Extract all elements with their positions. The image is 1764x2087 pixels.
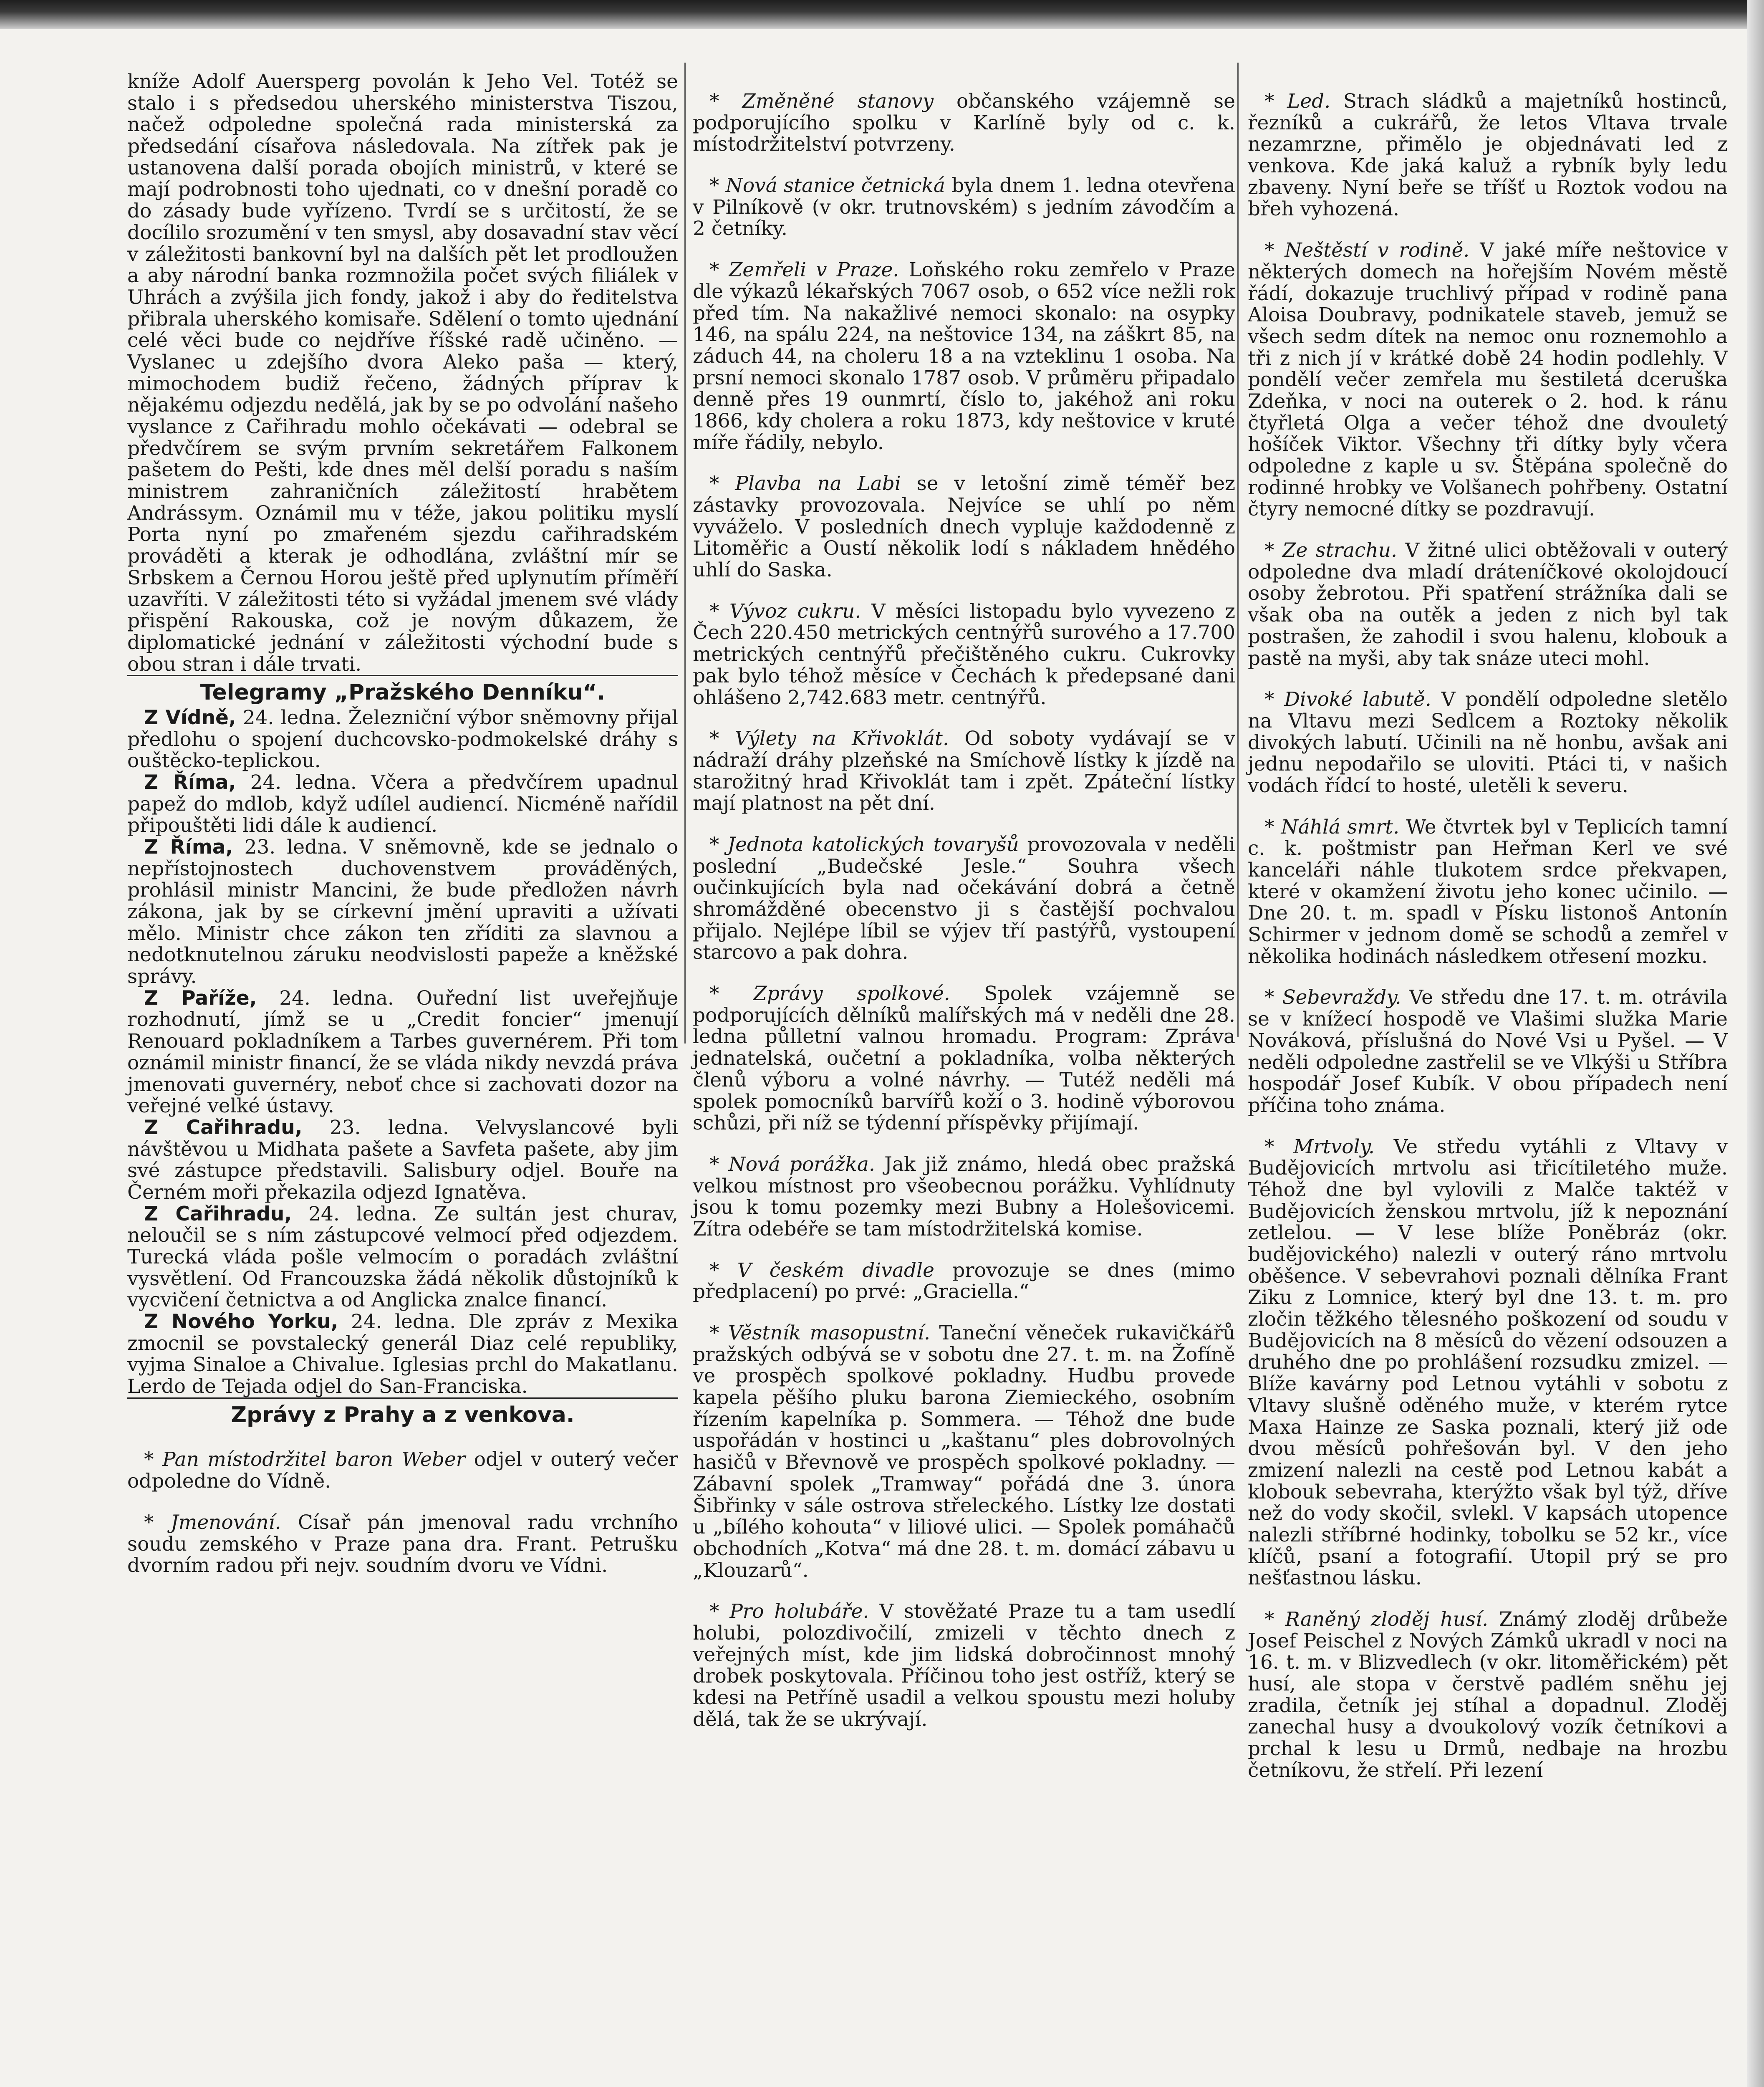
news-item-text: se v letošní zimě téměř bez zástavky provozovala. Nejvíce se uhlí po něm vyváželo. V posledních dnech vypluje každodenně z Litoměřic a Oustí několik lodí s nákladem hnědého uhlí do Saska. xyxy=(693,472,1235,582)
news-item: * Sebevraždy. Ve středu dne 17. t. m. otrávila se v knížecí hospodě ve Vlašimi služka Marie Nováková, příslušná do Nové Vsi u Pyšel. — V neděli odpoledne zastřelil se ve Vlkýši u Stříbra hospodář Josef Kubík. V obou případech není příčina toho známa. xyxy=(1248,986,1728,1117)
news-item-title: Mrtvoly. xyxy=(1293,1135,1375,1158)
news-item: * Nová porážka. Jak již známo, hledá obec pražská velkou místnost pro všeobecnou porážku. Vyhlídnuty jsou k tomu pozemky mezi Bubny a Holešovicemi. Zítra odebéře se tam místodržitelská komise. xyxy=(693,1152,1236,1241)
news-item: * Neštěstí v rodině. V jaké míře neštovice v některých domech na hořejším Novém městě řádí, dokazuje truchlivý případ v rodině pana Aloisa Doubravy, podnikatele staveb, jemuž se všech sedm dítek na nemoc onu roznemohlo a tři z nich jí v krátké době 24 hodin podlehly. V pondělí večer zemřela mu šestiletá dceruška Zdeňka, v noci na outerek o 2. hod. k ránu čtyřletá Olga a večer téhož dne dvouletý hošíček Viktor. Všechny tři dítky byly včera odpoledne z kaple u sv. Štěpána společně do rodinné hrobky ve Volšanech pohřbeny. Ostatní čtyry nemocné dítky se pozdravují. xyxy=(1248,239,1728,521)
telegram-text: 24. ledna. Železniční výbor sněmovny přijal předlohu o spojení duchcovsko-podmokelské dráhy s ouštěcko-teplickou. xyxy=(127,706,678,773)
telegram-place: Z Paříže, xyxy=(144,986,257,1010)
lead-article: kníže Adolf Auersperg povolán k Jeho Vel. Totéž se stalo i s předsedou uherského ministerstva Tiszou, načež odpoledne společná rada ministerská za předsedání císařova následovala. Na zítřek pak je ustanovena další porada obojích ministrů, v které se mají podrobnosti toho ujednati, co v dnešní poradě co do zásady bude vyřízeno. Tvrdí se s určitostí, že se docílilo srozumění v ten smysl, aby dosavadní stav věcí v záležitosti bankovní byl na dalších pět let prodloužen a aby národní banka rozmnožila počet svých filiálek v Uhrách a zvýšila jich fondy, jakož i aby do ředitelstva přibrala uherského komisaře. Sdělení o tomto ujednání celé věci bude co nejdříve říšské radě učiněno. — Vyslanec u zdejšího dvora Aleko paša — který, mimochodem budiž řečeno, žádných příprav k nějakému odjezdu nedělá, jak by se po odvolání našeho vyslance z Cařihradu mohlo očekávati — odebral se předvčírem se svým prvním sekretářem Falkonem pašetem do Pešti, kde dnes měl delší poradu s naším ministrem zahraničních záležitostí hrabětem Andrássym. Oznámil mu v téže, jakou politiku myslí Porta nyní po zmařeném sjezdu cařihradském prováděti a kterak je odhodlána, zvláštní mír se Srbskem a Černou Horou ještě před uplynutím příměří uzavříti. V záležitosti této si vyžádal jmenem své vlády přispění Rakouska, což je novým důkazem, že diplomatické jednání v záležitosti východní bude s obou stran i dále trvati. xyxy=(127,70,678,676)
news-item-text: provozovala v neděli poslední „Budečské Jesle.“ Souhra všech oučinkujících byla nad očekávání dobrá a četně shromážděné obecenstvo ji s častější pochvalou přijalo. Nejlépe líbil se výjev tří pastýřů, vystoupení starcovo a pak dohra. xyxy=(693,833,1235,964)
news-item-text: Ve středu dne 17. t. m. otrávila se v knížecí hospodě ve Vlašimi služka Marie Nováková, příslušná do Nové Vsi u Pyšel. — V neděli odpoledne zastřelil se ve Vlkýši u Stříbra hospodář Josef Kubík. V obou případech není příčina toho známa. xyxy=(1248,986,1728,1117)
news-item-title: Vývoz cukru. xyxy=(729,599,861,623)
telegram-place: Z Říma, xyxy=(144,771,236,794)
news-item: * Vývoz cukru. V měsíci listopadu bylo vyvezeno z Čech 220.450 metrických centnýřů surového a 17.700 metrických centnýřů přečištěného cukru. Cukrovky pak bylo téhož měsíce v Čechách k předepsané dani ohlášeno 2,742.683 metr. centnýřů. xyxy=(693,599,1235,709)
news-heading: Zprávy z Prahy a z venkova. xyxy=(127,1397,678,1430)
news-item: * Plavba na Labi se v letošní zimě téměř bez zástavky provozovala. Nejvíce se uhlí po něm vyváželo. V posledních dnech vypluje každodenně z Litoměřic a Oustí několik lodí s nákladem hnědého uhlí do Saska. xyxy=(693,472,1235,582)
telegram-item xyxy=(127,988,678,1117)
news-item-text: V pondělí odpoledne sletělo na Vltavu mezi Sedlcem a Roztoky několik divokých labutí. Učinili na ně honbu, avšak ani jednu nepodařilo se uloviti. Ptáci ti, v našich vodách řídcí to hosté, uletěli k severu. xyxy=(1248,688,1728,797)
news-item-title: Zprávy spolkové. xyxy=(753,982,950,1006)
news-item-text: odjel v outerý večer odpoledne do Vídně. xyxy=(127,1448,678,1493)
news-item-title: Led. xyxy=(1287,90,1331,113)
news-item: * Jmenování. Císař pán jmenoval radu vrchního soudu zemského v Praze pana dra. Frant. Petrušku dvorním radou při nejv. soudním dvoru ve Vídni. xyxy=(127,1511,678,1577)
news-item: * Změněné stanovy občanského vzájemně se podporujícího spolku v Karlíně byly od c. k. místodržitelství potvrzeny. xyxy=(693,90,1235,156)
telegram-place: Z Cařihradu, xyxy=(144,1116,303,1139)
telegram-place: Z Cařihradu, xyxy=(144,1202,292,1225)
news-item: * Ze strachu. V žitné ulici obtěžovali v outerý odpoledne dva mladí dráteníčkové okolojdoucí osoby žebrotou. Při spatření strážníka dali se však oba na outěk a jeden z nich byl tak postrašen, že zahodil i svou halenu, klobouk a pastě na myši, aby tak snáze uteci mohl. xyxy=(1248,539,1728,670)
news-item-title: Změněné stanovy xyxy=(742,90,934,113)
news-item-title: Věstník masopustní. xyxy=(728,1321,931,1344)
column-divider xyxy=(684,63,686,1044)
news-list xyxy=(127,1449,678,1576)
scan-right-edge xyxy=(1747,0,1764,2087)
news-item: * Led. Strach sládků a majetníků hostinců, řezníků a cukrářů, že letos Vltava trvale nezamrzne, přimělo je objednávati led z venkova. Kde jaká kaluž a rybník byly ledu zbaveny. Nyní beře se tříšť u Roztok vodou na břeh vyhozená. xyxy=(1248,90,1728,221)
news-item-title: Výlety na Křivoklát. xyxy=(734,727,949,750)
news-item-title: Pro holubáře. xyxy=(729,1600,869,1623)
news-item-text: Známý zloděj drůbeže Josef Peischel z Nových Zámků ukradl v noci na 16. t. m. v Blizvedlech (v okr. litoměřickém) pět husí, ale stopa v čerstvě padlém sněhu jej zradila, četník jej stíhal a dopadnul. Zloděj zanechal husy a dvoukolový vozík četníkovi a prchal k lesu u Drmů, nedbaje na hrozbu četníkovu, že střelí. Při lezení xyxy=(1248,1608,1728,1782)
news-item-text: Spolek vzájemně se podporujících dělníků malířských má v neděli dne 28. ledna půlletní valnou hromadu. Program: Zpráva jednatelská, oučetní a pokladníka, volba některých členů výboru a volné návrhy. — Tutéž neděli má spolek pomocníků barvířů koží o 3. hodině výborovou schůzi, při níž se týdenní příspěvky přijímají. xyxy=(693,982,1235,1135)
telegram-item xyxy=(127,707,678,772)
news-item-title: Raněný zloděj husí. xyxy=(1285,1608,1489,1631)
news-item: * Zprávy spolkové. Spolek vzájemně se podporujících dělníků malířských má v neděli dne 28. ledna půlletní valnou hromadu. Program: Zpráva jednatelská, oučetní a pokladníka, volba některých členů výboru a volné návrhy. — Tutéž neděli má spolek pomocníků barvířů koží o 3. hodině výborovou schůzi, při níž se týdenní příspěvky přijímají. xyxy=(693,982,1235,1135)
news-item: * Divoké labutě. V pondělí odpoledne sletělo na Vltavu mezi Sedlcem a Roztoky několik divokých labutí. Učinili na ně honbu, avšak ani jednu nepodařilo se uloviti. Ptáci ti, v našich vodách řídcí to hosté, uletěli k severu. xyxy=(1248,688,1728,797)
news-item: * Raněný zloděj husí. Známý zloděj drůbeže Josef Peischel z Nových Zámků ukradl v noci na 16. t. m. v Blizvedlech (v okr. litoměřickém) pět husí, ale stopa v čerstvě padlém sněhu jej zradila, četník jej stíhal a dopadnul. Zloděj zanechal husy a dvoukolový vozík četníkovi a prchal k lesu u Drmů, nedbaje na hrozbu četníkovu, že střelí. Při lezení xyxy=(1248,1608,1728,1782)
news-item-title: Ze strachu. xyxy=(1282,539,1397,562)
news-item-title: Náhlá smrt. xyxy=(1281,815,1400,839)
news-item: * Věstník masopustní. Taneční věneček rukavičkářů pražských odbývá se v sobotu dne 27. t. m. na Žofíně ve prospěch spolkové pokladny. Hudbu provede kapela pěšího pluku barona Ziemieckého, osobním řízením kapelníka p. Sommera. — Téhož dne bude uspořádán v hostinci u „kaštanu“ ples dobrovolných hasičů v Břevnově ve prospěch spolkové pokladny. — Zábavní spolek „Tramway“ pořádá dne 3. února Šibřinky v sále ostrova střeleckého. Lístky lze dostati u „bílého kohouta“ v liliové ulici. — Spolek pomáhačů obchodních „Kotva“ má dne 28. t. m. domácí zábavu u „Klouzarů“. xyxy=(693,1321,1236,1582)
telegram-item xyxy=(127,1311,678,1397)
scan-top-edge xyxy=(0,0,1764,29)
telegram-text: 24. ledna. Dle zpráv z Mexika zmocnil se povstalecký generál Diaz celé republiky, vyjma Sinaloe a Chivalue. Iglesias prchl do Makatlanu. Lerdo de Tejada odjel do San-Franciska. xyxy=(127,1310,678,1398)
telegram-text: 23. ledna. V sněmovně, kde se jednalo o nepřístojnostech duchovenstvem prováděných, prohlásil ministr Mancini, že bude předložen návrh zákona, jak by se církevní jmění upraviti a užívati mělo. Ministr chce zákon ten zříditi za slavnou a nedotknutelnou záruku neodvislosti papeže a kněžské správy. xyxy=(127,835,679,988)
news-item-text: Strach sládků a majetníků hostinců, řezníků a cukrářů, že letos Vltava trvale nezamrzne, přimělo je objednávati led z venkova. Kde jaká kaluž a rybník byly ledu zbaveny. Nyní beře se tříšť u Roztok vodou na břeh vyhozená. xyxy=(1248,90,1728,221)
telegram-list xyxy=(127,707,678,1397)
news-item-text: V stověžaté Praze tu a tam usedlí holubi, polozdivočilí, zmizeli v těchto dnech z veřejných míst, kde jim lidská dobročinnost mnohý drobek poskytovala. Příčinou toho jest ostříž, který se kdesi na Petříně usadil a velkou spoustu mezi holuby dělá, tak že se ukrývají. xyxy=(693,1600,1235,1731)
news-item-title: Neštěstí v rodině. xyxy=(1285,239,1470,262)
news-item: * Náhlá smrt. We čtvrtek byl v Teplicích tamní c. k. poštmistr pan Heřman Kerl ve své kanceláři náhle tlukotem srdce překvapen, které v okamžení životu jeho konec učinilo. — Dne 20. t. m. spadl v Písku listonoš Antonín Schirmer v jednom domě se schodů a zemřel v několika hodinách následkem otřesení mozku. xyxy=(1248,815,1728,968)
telegram-place: Z Nového Yorku, xyxy=(144,1310,338,1334)
news-item-text: Císař pán jmenoval radu vrchního soudu zemského v Praze pana dra. Frant. Petrušku dvorním radou při nejv. soudním dvoru ve Vídni. xyxy=(127,1511,678,1577)
column-2 xyxy=(693,71,1235,1750)
telegram-text: 24. ledna. Včera a předvčírem upadnul papež do mdlob, když udílel audiencí. Nicméně nařídil připouštěti lidi dále k audiencí. xyxy=(127,771,678,837)
telegram-item xyxy=(127,1203,678,1311)
news-item-text: V měsíci listopadu bylo vyvezeno z Čech 220.450 metrických centnýřů surového a 17.700 metrických centnýřů přečištěného cukru. Cukrovky pak bylo téhož měsíce v Čechách k předepsané dani ohlášeno 2,742.683 metr. centnýřů. xyxy=(693,599,1235,709)
telegram-item xyxy=(127,836,678,988)
news-item-title: V českém divadle xyxy=(737,1258,934,1282)
telegram-text: 24. ledna. Ouřední list uveřejňuje rozhodnutí, jímž se u „Credit foncier“ jmenují Renouard pokladníkem a Tarbes guvernérem. Při tom oznámil ministr financí, že se vláda nikdy nevzdá práva jmenovati guvernéry, neboť chce si zachovati dozor na veřejné velké ústavy. xyxy=(127,986,678,1118)
news-item-text: Jak již známo, hledá obec pražská velkou místnost pro všeobecnou porážku. Vyhlídnuty jsou k tomu pozemky mezi Bubny a Holešovicemi. Zítra odebéře se tam místodržitelská komise. xyxy=(693,1152,1236,1241)
news-item-title: Nová porážka. xyxy=(728,1152,875,1176)
news-item-title: Nová stanice četnická xyxy=(725,174,945,197)
telegram-item xyxy=(127,1117,678,1203)
column-divider xyxy=(1237,63,1239,1037)
news-item-title: Pan místodržitel baron Weber xyxy=(162,1448,466,1471)
news-item: * Jednota katolických tovaryšů provozovala v neděli poslední „Budečské Jesle.“ Souhra všech oučinkujících byla nad očekávání dobrá a četně shromážděné obecenstvo ji s častější pochvalou přijalo. Nejlépe líbil se výjev tří pastýřů, vystoupení starcovo a pak dohra. xyxy=(693,833,1235,964)
news-item-text: byla dnem 1. ledna otevřena v Pilníkově (v okr. trutnovském) s jedním závodčím a 2 četníky. xyxy=(693,174,1235,240)
telegram-place: Z Říma, xyxy=(144,835,233,859)
news-item: * Pro holubáře. V stověžaté Praze tu a tam usedlí holubi, polozdivočilí, zmizeli v těchto dnech z veřejných míst, kde jim lidská dobročinnost mnohý drobek poskytovala. Příčinou toho jest ostříž, který se kdesi na Petříně usadil a velkou spoustu mezi holuby dělá, tak že se ukrývají. xyxy=(693,1600,1235,1731)
news-item-text: V jaké míře neštovice v některých domech na hořejším Novém městě řádí, dokazuje truchlivý případ v rodině pana Aloisa Doubravy, podnikatele staveb, jemuž se všech sedm dítek na nemoc onu roznemohlo a tři z nich jí v krátké době 24 hodin podlehly. V pondělí večer zemřela mu šestiletá dceruška Zdeňka, v noci na outerek o 2. hod. k ránu čtyřletá Olga a večer téhož dne dvouletý hošíček Viktor. Všechny tři dítky byly včera odpoledne z kaple u sv. Štěpána společně do rodinné hrobky ve Volšanech pohřbeny. Ostatní čtyry nemocné dítky se pozdravují. xyxy=(1248,239,1728,521)
telegram-place: Z Vídně, xyxy=(144,706,236,729)
news-item: * Výlety na Křivoklát. Od soboty vydávají se v nádraží dráhy plzeňské na Smíchově lístky k jízdě na starožitný hrad Křivoklát tam i zpět. Zpáteční lístky mají platnost na pět dní. xyxy=(693,727,1235,815)
telegram-text: 24. ledna. Ze sultán jest churav, neloučil se s ním zástupcové velmocí před odjezdem. Turecká vláda pošle velmocím o poradách zvláštní vysvětlení. Od Francouzska žádá několik důstojníků k vycvičení četnictva a od Anglicka znalce financí. xyxy=(127,1202,679,1312)
telegram-item xyxy=(127,772,678,836)
news-item-title: Divoké labutě. xyxy=(1284,688,1431,711)
news-item-title: Jednota katolických tovaryšů xyxy=(727,833,1019,856)
news-item: * Zemřeli v Praze. Loňského roku zemřelo v Praze dle výkazů lékařských 7067 osob, o 652 více nežli rok před tím. Na nakažlivé nemoci skonalo: na osypky 146, na spálu 224, na neštovice 134, na záškrt 85, na záduch 44, na choleru 18 a na vzteklinu 1 osoba. Na prsní nemoci skonalo 1787 osob. V průměru připadalo denně přes 19 ounmrtí, číslo to, jakéhož ani roku 1866, kdy cholera a roku 1873, kdy neštovice v kruté míře řádily, nebylo. xyxy=(693,258,1236,454)
news-item-text: Od soboty vydávají se v nádraží dráhy plzeňské na Smíchově lístky k jízdě na starožitný hrad Křivoklát tam i zpět. Zpáteční lístky mají platnost na pět dní. xyxy=(693,727,1235,815)
news-item-text: Taneční věneček rukavičkářů pražských odbývá se v sobotu dne 27. t. m. na Žofíně ve prospěch spolkové pokladny. Hudbu provede kapela pěšího pluku barona Ziemieckého, osobním řízením kapelníka p. Sommera. — Téhož dne bude uspořádán v hostinci u „kaštanu“ ples dobrovolných hasičů v Břevnově ve prospěch spolkové pokladny. — Zábavní spolek „Tramway“ pořádá dne 3. února Šibřinky v sále ostrova střeleckého. Lístky lze dostati u „bílého kohouta“ v liliové ulici. — Spolek pomáhačů obchodních „Kotva“ má dne 28. t. m. domácí zábavu u „Klouzarů“. xyxy=(693,1321,1236,1582)
news-item-title: Plavba na Labi xyxy=(735,472,901,495)
telegram-text: 23. ledna. Velvyslancové byli návštěvou u Midhata pašete a Savfeta pašete, aby jim své zástupce představili. Salisbury odjel. Bouře na Černém moři překazila odjezd Ignatěva. xyxy=(127,1116,678,1204)
column-1 xyxy=(127,71,678,1596)
news-item-text: Loňského roku zemřelo v Praze dle výkazů lékařských 7067 osob, o 652 více nežli rok před tím. Na nakažlivé nemoci skonalo: na osypky 146, na spálu 224, na neštovice 134, na záškrt 85, na záduch 44, na choleru 18 a na vzteklinu 1 osoba. Na prsní nemoci skonalo 1787 osob. V průměru připadalo denně přes 19 ounmrtí, číslo to, jakéhož ani roku 1866, kdy cholera a roku 1873, kdy neštovice v kruté míře řádily, nebylo. xyxy=(693,258,1236,454)
news-item-title: Jmenování. xyxy=(170,1511,281,1534)
news-item-title: Zemřeli v Praze. xyxy=(729,258,899,282)
news-item-text: Ve středu vytáhli z Vltavy v Budějovicích mrtvolu asi třicítiletého muže. Téhož dne byl vylovili z Malče taktéž v Budějovicích ženskou mrtvolu, jíž k nepoznání zetlelou. — V lese blíže Poněbráz (okr. budějovického) nalezli v outerý ráno mrtvolu oběšence. V sebevrahovi poznali dělníka Frant Ziku z Lomnice, který byl dne 13. t. m. pro zločin těžkého tělesného poškození od soudu v Budějovicích na 8 měsíců do vězení odsouzen a druhého dne po prohlášení rozsudku zmizel. — Blíže kavárny pod Letnou vytáhli v sobotu z Vltavy slušně oděného muže, v kterém rytce Maxa Hainze ze Saska poznali, který již ode dvou měsíců pohřešován byl. V den jeho zmizení nalezli na cestě pod Letnou kabát a klobouk sebevraha, kterýžto však byl týž, dříve než do vody skočil, svlekl. V kapsách utopence nalezli stříbrné hodinky, tobolku se 52 kr., více klíčů, psaní a fotografií. Utopil prý se pro nešťastnou lásku. xyxy=(1248,1135,1728,1590)
news-item-text: We čtvrtek byl v Teplicích tamní c. k. poštmistr pan Heřman Kerl ve své kanceláři náhle tlukotem srdce překvapen, které v okamžení životu jeho konec učinilo. — Dne 20. t. m. spadl v Písku listonoš Antonín Schirmer v jednom domě se schodů a zemřel v několika hodinách následkem otřesení mozku. xyxy=(1248,815,1728,968)
column-3 xyxy=(1248,71,1728,1801)
news-item-text: V žitné ulici obtěžovali v outerý odpoledne dva mladí dráteníčkové okolojdoucí osoby žebrotou. Při spatření strážníka dali se však oba na outěk a jeden z nich byl tak postrašen, že zahodil i svou halenu, klobouk a pastě na myši, aby tak snáze uteci mohl. xyxy=(1248,539,1728,670)
news-item: * V českém divadle provozuje se dnes (mimo předplacení) po prvé: „Graciella.“ xyxy=(693,1258,1235,1304)
news-item: * Pan místodržitel baron Weber odjel v outerý večer odpoledne do Vídně. xyxy=(127,1448,678,1493)
news-item: * Mrtvoly. Ve středu vytáhli z Vltavy v Budějovicích mrtvolu asi třicítiletého muže. Téhož dne byl vylovili z Malče taktéž v Budějovicích ženskou mrtvolu, jíž k nepoznání zetlelou. — V lese blíže Poněbráz (okr. budějovického) nalezli v outerý ráno mrtvolu oběšence. V sebevrahovi poznali dělníka Frant Ziku z Lomnice, který byl dne 13. t. m. pro zločin těžkého tělesného poškození od soudu v Budějovicích na 8 měsíců do vězení odsouzen a druhého dne po prohlášení rozsudku zmizel. — Blíže kavárny pod Letnou vytáhli v sobotu z Vltavy slušně oděného muže, v kterém rytce Maxa Hainze ze Saska poznali, který již ode dvou měsíců pohřešován byl. V den jeho zmizení nalezli na cestě pod Letnou kabát a klobouk sebevraha, kterýžto však byl týž, dříve než do vody skočil, svlekl. V kapsách utopence nalezli stříbrné hodinky, tobolku se 52 kr., více klíčů, psaní a fotografií. Utopil prý se pro nešťastnou lásku. xyxy=(1248,1135,1728,1590)
news-item: * Nová stanice četnická byla dnem 1. ledna otevřena v Pilníkově (v okr. trutnovském) s jedním závodčím a 2 četníky. xyxy=(693,174,1235,240)
news-item-text: občanského vzájemně se podporujícího spolku v Karlíně byly od c. k. místodržitelství potvrzeny. xyxy=(693,90,1235,156)
news-item-text: provozuje se dnes (mimo předplacení) po prvé: „Graciella.“ xyxy=(693,1258,1235,1304)
news-item-title: Sebevraždy. xyxy=(1282,986,1401,1009)
telegram-heading: Telegramy „Pražského Denníku“. xyxy=(127,675,678,707)
